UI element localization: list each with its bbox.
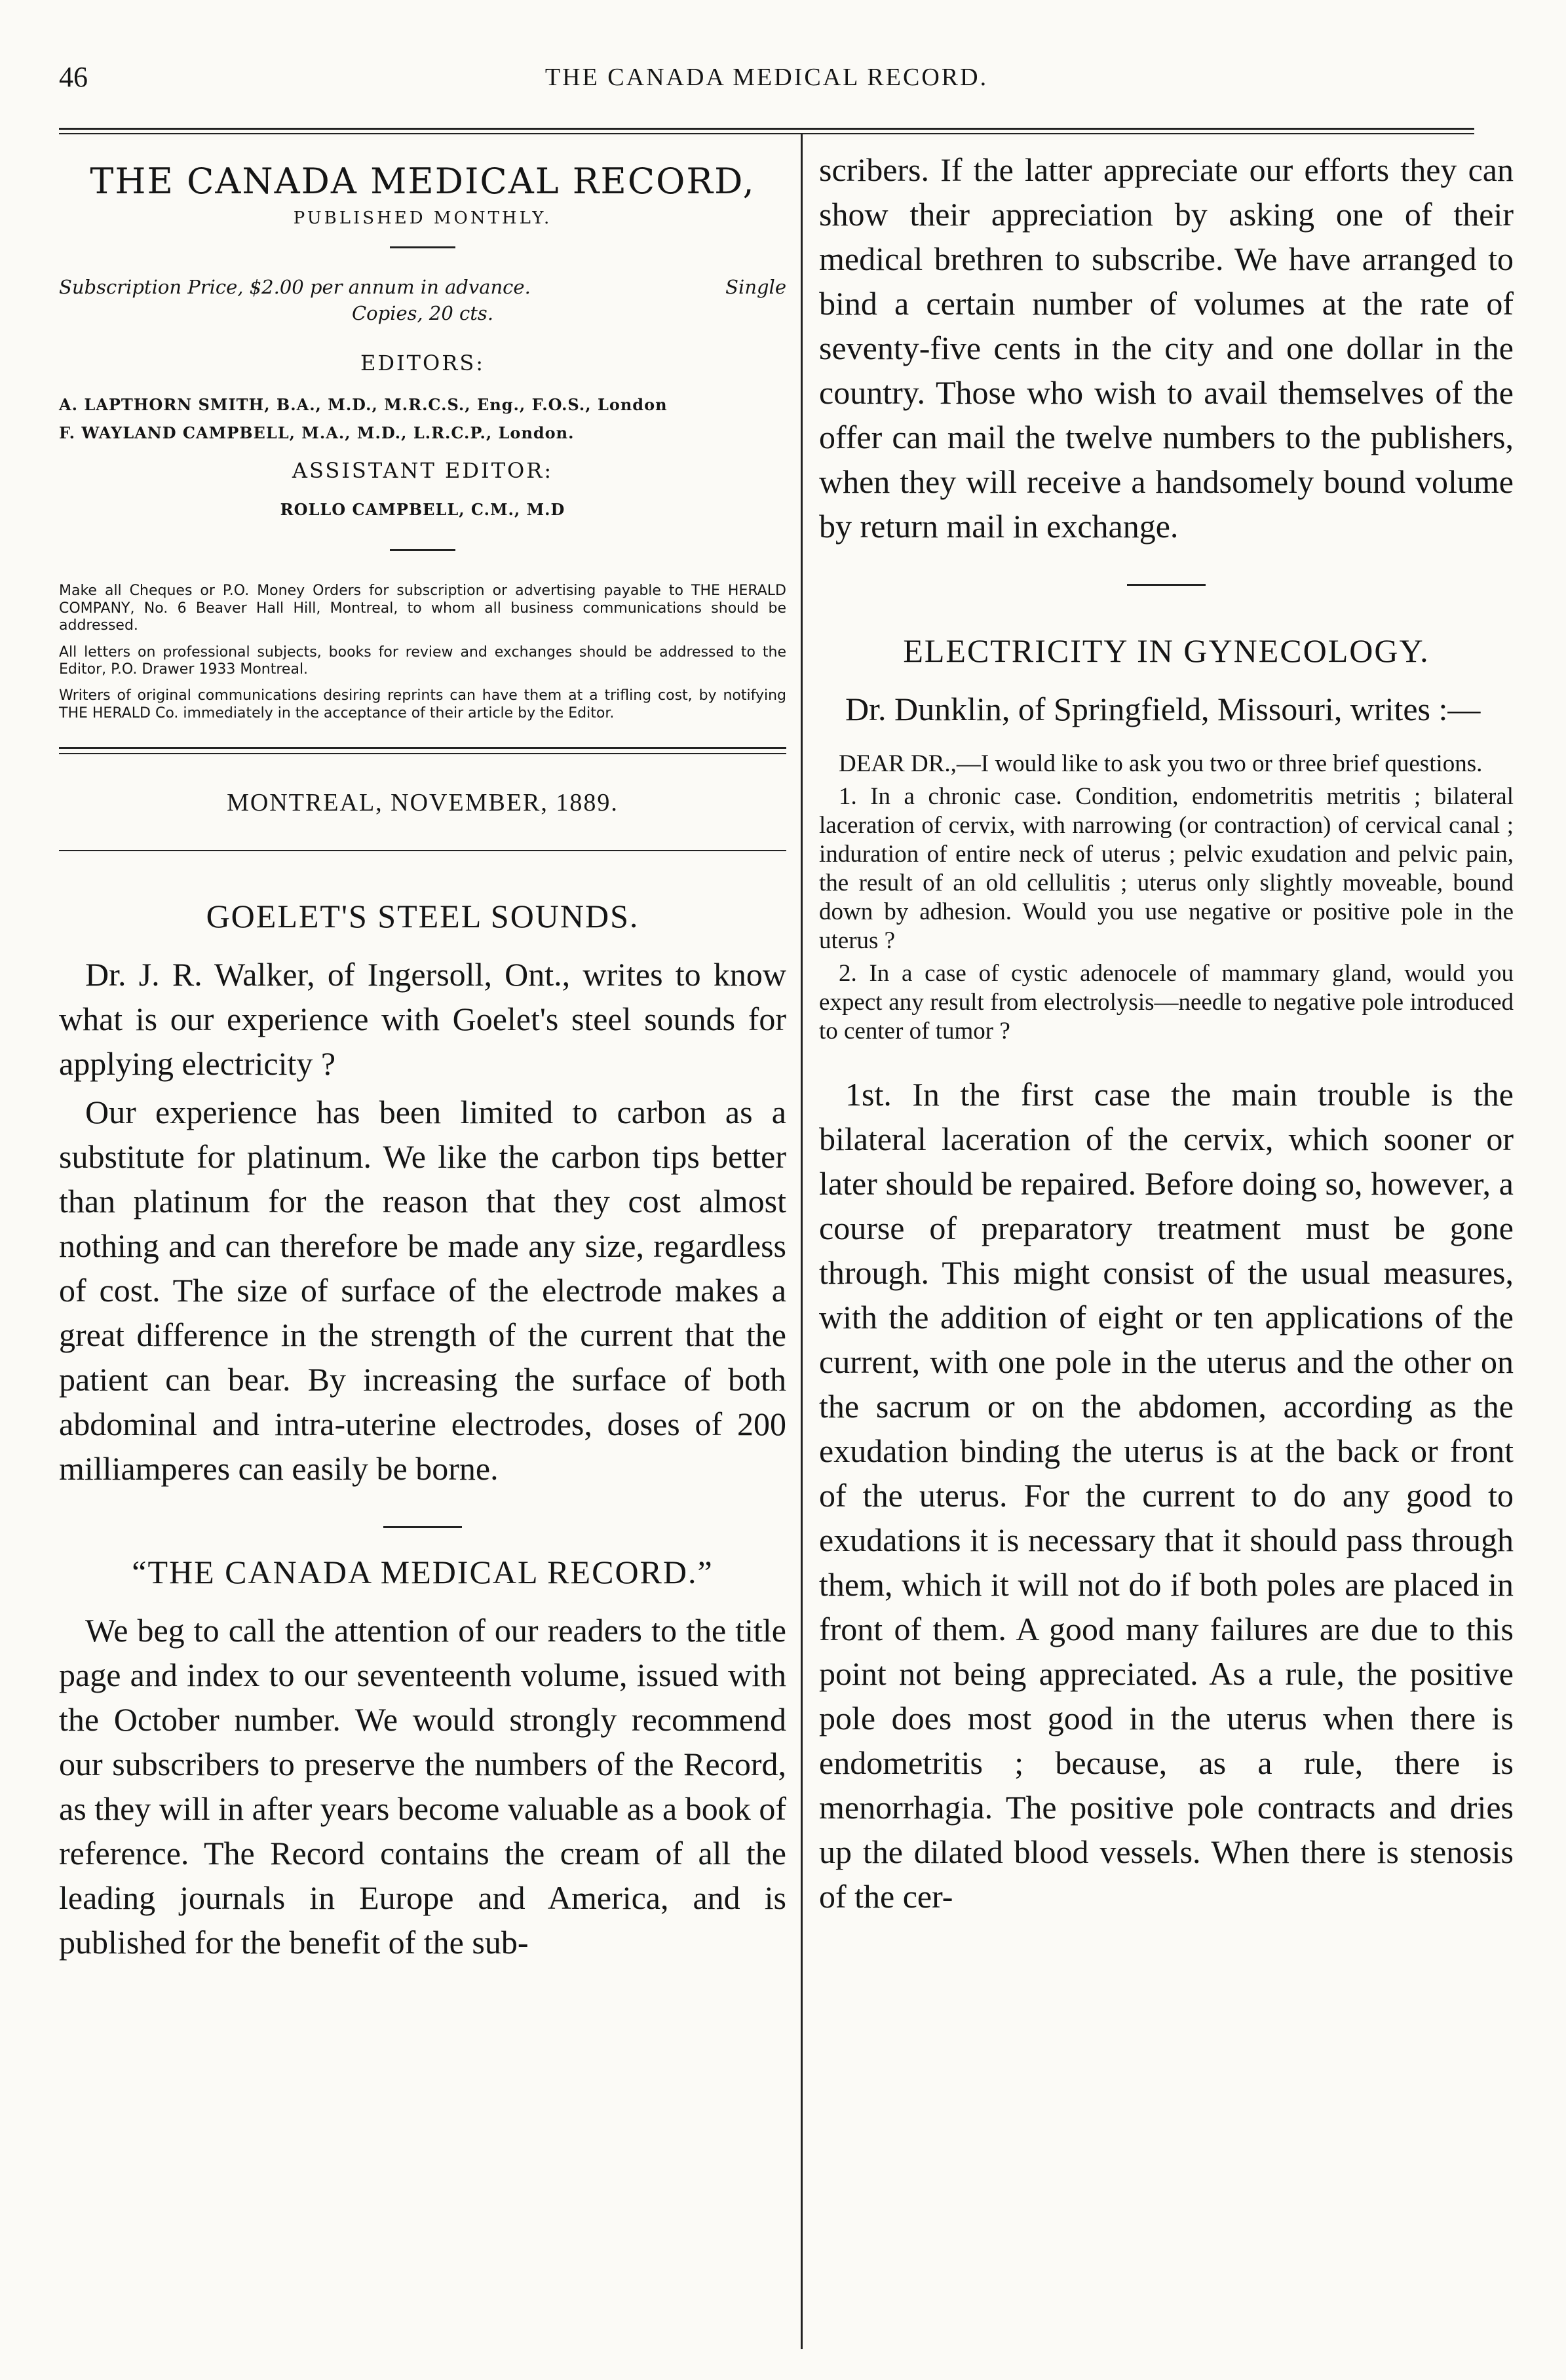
- editors-heading: EDITORS:: [360, 351, 486, 376]
- article-paragraph: scribers. If the latter appreciate our efforts they can show their appreciation by asking one of their medical brethren to subscribe. We have arranged to bind a certain number of volumes at the rate of seventy-five cents in the city and one dollar in the country. Those who wish to avail themselves of the offer can mail the twelve numbers to the publishers, when they will receive a handsomely bound volume by return mail in exchange.: [819, 151, 1514, 545]
- dateline: MONTREAL, NOVEMBER, 1889.: [227, 789, 619, 817]
- editor-name: A. LAPTHORN SMITH, B.A., M.D., M.R.C.S., Eng., F.O.S., London: [59, 395, 668, 415]
- copies-price: Copies, 20 cts.: [351, 302, 494, 325]
- divider: [390, 549, 455, 551]
- divider: [390, 246, 455, 248]
- subscription-price: Subscription Price, $2.00 per annum in advance.: [59, 276, 531, 298]
- letter-paragraph: 1. In a chronic case. Condition, endometritis metritis ; bilateral laceration of cervix, with narrowing (or contraction) of cervical canal ; induration of entire neck of uterus ; pelvic exudation and pelvic pain, the result of an old cellulitis ; uterus only slightly moveable, bound down by adhesion. Would you use negative or positive pole in the uterus ?: [819, 783, 1514, 954]
- divider: [1127, 584, 1206, 586]
- running-head: THE CANADA MEDICAL RECORD.: [544, 64, 989, 91]
- assistant-editor-name: ROLLO CAMPBELL, C.M., M.D: [280, 500, 565, 520]
- article-heading: “THE CANADA MEDICAL RECORD.”: [132, 1554, 714, 1591]
- divider: [383, 1526, 462, 1528]
- left-column: [59, 147, 786, 1965]
- masthead-subtitle: PUBLISHED MONTHLY.: [293, 208, 552, 228]
- article-paragraph: Our experience has been limited to carbon as a substitute for platinum. We like the carbon tips better than platinum for the reason that they cost almost nothing and can therefore be made any size, regardless of cost. The size of surface of the electrode makes a great difference in the strength of the current that the patient can bear. By increasing the surface of both abdominal and intra-uterine electrodes, doses of 200 milliamperes can easily be borne.: [59, 1094, 786, 1488]
- double-rule: [59, 747, 786, 754]
- article-paragraph: Dr. Dunklin, of Springfield, Missouri, writes :—: [845, 691, 1481, 727]
- notice-reprints: Writers of original communications desiring reprints can have them at a trifling cost, by notifying THE HERALD Co. immediately in the acceptance of their article by the Editor.: [59, 687, 786, 721]
- right-column: [819, 147, 1514, 1919]
- page-number: 46: [59, 61, 88, 93]
- subscription-line: [59, 272, 786, 302]
- page-header: [59, 60, 1474, 100]
- single-label: Single: [725, 276, 786, 298]
- article-paragraph: 1st. In the first case the main trouble is the bilateral laceration of the cervix, which sooner or later should be repaired. Before doing so, however, a course of preparatory treatment must be gone through. This might consist of the usual measures, with the addition of eight or ten applications of the current, with one pole in the uterus and the other on the sacrum or on the abdomen, according as the exudation binding the uterus is at the back or front of the uterus. For the current to do any good to exudations it is necessary that it should pass through them, which it will not do if both poles are placed in front of them. A good many failures are due to this point not being appreciated. As a rule, the positive pole does most good in the uterus when there is endometritis ; because, as a rule, there is menorrhagia. The positive pole contracts and dries up the dilated blood vessels. When there is stenosis of the cer-: [819, 1076, 1514, 1915]
- rule: [59, 850, 786, 851]
- article-heading: GOELET'S STEEL SOUNDS.: [206, 898, 640, 935]
- editor-name: F. WAYLAND CAMPBELL, M.A., M.D., L.R.C.P., London.: [59, 423, 575, 443]
- article-paragraph: We beg to call the attention of our readers to the title page and index to our seventeenth volume, issued with the October number. We would strongly recommend our subscribers to preserve the numbers of the Record, as they will in after years become valuable as a book of reference. The Record contains the cream of all the leading journals in Europe and America, and is published for the benefit of the sub-: [59, 1612, 786, 1961]
- letter-paragraph: 2. In a case of cystic adenocele of mammary gland, would you expect any result from electrolysis—needle to negative pole introduced to center of tumor ?: [819, 960, 1514, 1045]
- notice-payment: Make all Cheques or P.O. Money Orders for subscription or advertising payable to THE HERALD COMPANY, No. 6 Beaver Hall Hill, Montreal, to whom all business communications should be addressed.: [59, 583, 786, 634]
- column-divider: [801, 134, 803, 2349]
- header-rule-secondary: [59, 133, 1474, 134]
- header-rule: [59, 128, 1474, 130]
- article-paragraph: Dr. J. R. Walker, of Ingersoll, Ont., writes to know what is our experience with Goelet's steel sounds for applying electricity ?: [59, 956, 786, 1083]
- letter-paragraph: DEAR DR.,—I would like to ask you two or three brief questions.: [839, 750, 1483, 777]
- masthead-title: THE CANADA MEDICAL RECORD,: [90, 161, 755, 202]
- assistant-editor-heading: ASSISTANT EDITOR:: [292, 458, 554, 484]
- article-heading: ELECTRICITY IN GYNECOLOGY.: [903, 632, 1430, 669]
- notice-letters: All letters on professional subjects, books for review and exchanges should be addressed to the Editor, P.O. Drawer 1933 Montreal.: [59, 643, 786, 678]
